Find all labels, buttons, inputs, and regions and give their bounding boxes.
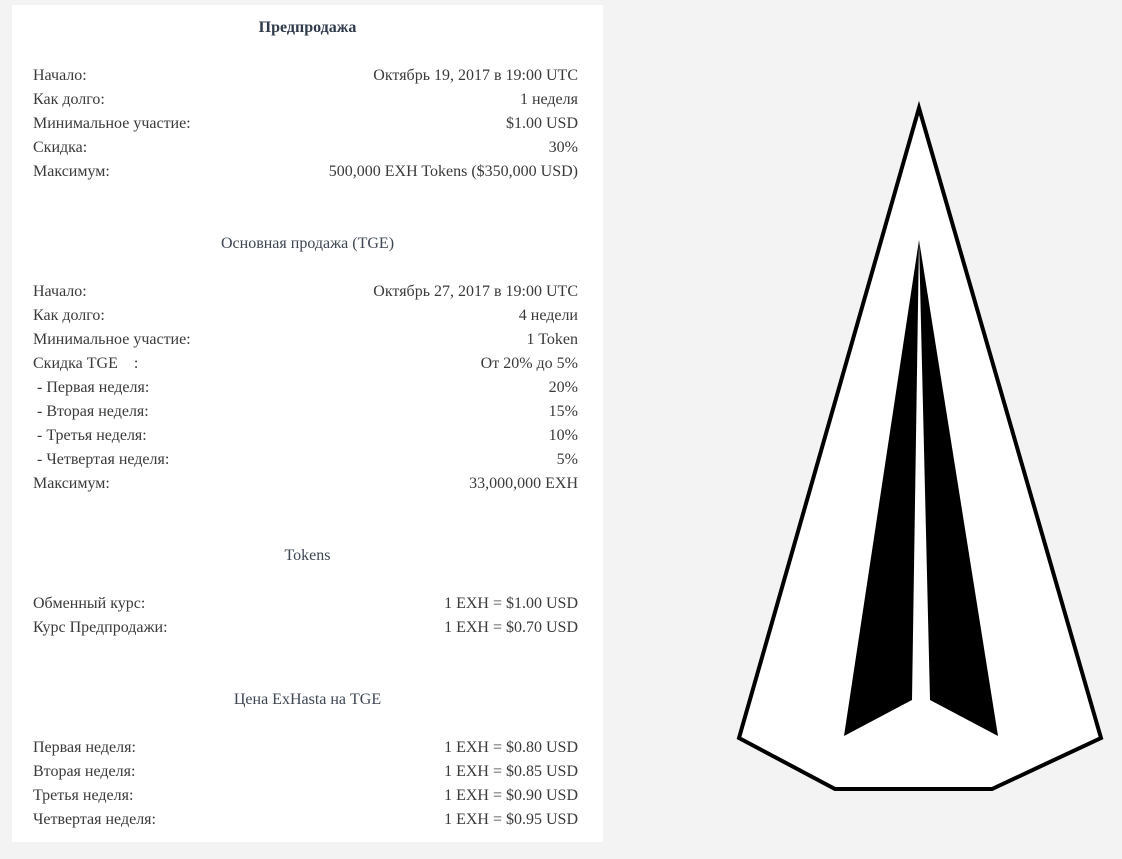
main-sale-row-week-3	[33, 424, 578, 448]
row-value: Октябрь 27, 2017 в 19:00 UTC	[373, 283, 578, 300]
presale-title: Предпродажа	[258, 19, 357, 36]
row-label: Четвертая неделя:	[33, 811, 156, 828]
row-value: 1 EXH = $1.00 USD	[444, 595, 578, 612]
row-value: 1 EXH = $0.95 USD	[444, 811, 578, 828]
row-label: Максимум:	[33, 163, 110, 180]
row-value: Октябрь 19, 2017 в 19:00 UTC	[373, 67, 578, 84]
row-value: 4 недели	[518, 307, 578, 324]
row-value: 5%	[556, 451, 578, 468]
row-label: Начало:	[33, 67, 87, 84]
main-sale-row-discount	[33, 352, 578, 376]
main-sale-row-week-2	[33, 400, 578, 424]
main-sale-title: Основная продажа (TGE)	[220, 235, 395, 252]
exhasta-spear-logo-icon	[730, 100, 1110, 800]
row-value: 10%	[548, 427, 578, 444]
row-label: Минимальное участие:	[33, 115, 191, 132]
price-row-week-3	[33, 784, 578, 808]
row-label: Обменный курс:	[33, 595, 146, 612]
presale-row-duration	[33, 88, 578, 112]
row-label: Минимальное участие:	[33, 331, 191, 348]
row-label: Первая неделя:	[33, 739, 136, 756]
tokens-title: Tokens	[284, 547, 331, 564]
row-label: Как долго:	[33, 91, 105, 108]
row-value: $1.00 USD	[505, 115, 578, 132]
row-label: Скидка TGE :	[33, 355, 139, 372]
presale-row-min-participation	[33, 112, 578, 136]
tokens-row-presale-rate	[33, 616, 578, 640]
row-value: 33,000,000 EXH	[469, 475, 578, 492]
row-label: Начало:	[33, 283, 87, 300]
presale-row-maximum	[33, 160, 578, 184]
row-value: 1 EXH = $0.70 USD	[444, 619, 578, 636]
row-label: Вторая неделя:	[33, 763, 136, 780]
token-sale-info-card	[12, 5, 603, 842]
price-row-week-1	[33, 736, 578, 760]
row-value: 1 EXH = $0.85 USD	[444, 763, 578, 780]
presale-row-start	[33, 64, 578, 88]
row-value: От 20% до 5%	[480, 355, 578, 372]
row-value: 30%	[548, 139, 578, 156]
row-label: - Третья неделя:	[33, 427, 147, 444]
row-label: Курс Предпродажи:	[33, 619, 168, 636]
row-value: 1 EXH = $0.80 USD	[444, 739, 578, 756]
row-label: Как долго:	[33, 307, 105, 324]
logo-outline	[739, 108, 1101, 789]
tokens-row-exchange-rate	[33, 592, 578, 616]
main-sale-row-maximum	[33, 472, 578, 496]
row-value: 500,000 EXH Tokens ($350,000 USD)	[328, 163, 578, 180]
price-title: Цена ExHasta на TGE	[233, 691, 382, 708]
main-sale-row-min-participation	[33, 328, 578, 352]
main-sale-row-week-1	[33, 376, 578, 400]
row-value: 20%	[548, 379, 578, 396]
row-label: Третья неделя:	[33, 787, 134, 804]
row-value: 1 неделя	[519, 91, 578, 108]
price-row-week-4	[33, 808, 578, 832]
main-sale-row-duration	[33, 304, 578, 328]
row-value: 15%	[548, 403, 578, 420]
row-label: Максимум:	[33, 475, 110, 492]
presale-row-discount	[33, 136, 578, 160]
row-label: - Четвертая неделя:	[33, 451, 170, 468]
price-row-week-2	[33, 760, 578, 784]
main-sale-row-week-4	[33, 448, 578, 472]
main-sale-row-start	[33, 280, 578, 304]
row-label: - Первая неделя:	[33, 379, 150, 396]
row-value: 1 Token	[526, 331, 578, 348]
row-value: 1 EXH = $0.90 USD	[444, 787, 578, 804]
row-label: - Вторая неделя:	[33, 403, 149, 420]
row-label: Скидка:	[33, 139, 88, 156]
